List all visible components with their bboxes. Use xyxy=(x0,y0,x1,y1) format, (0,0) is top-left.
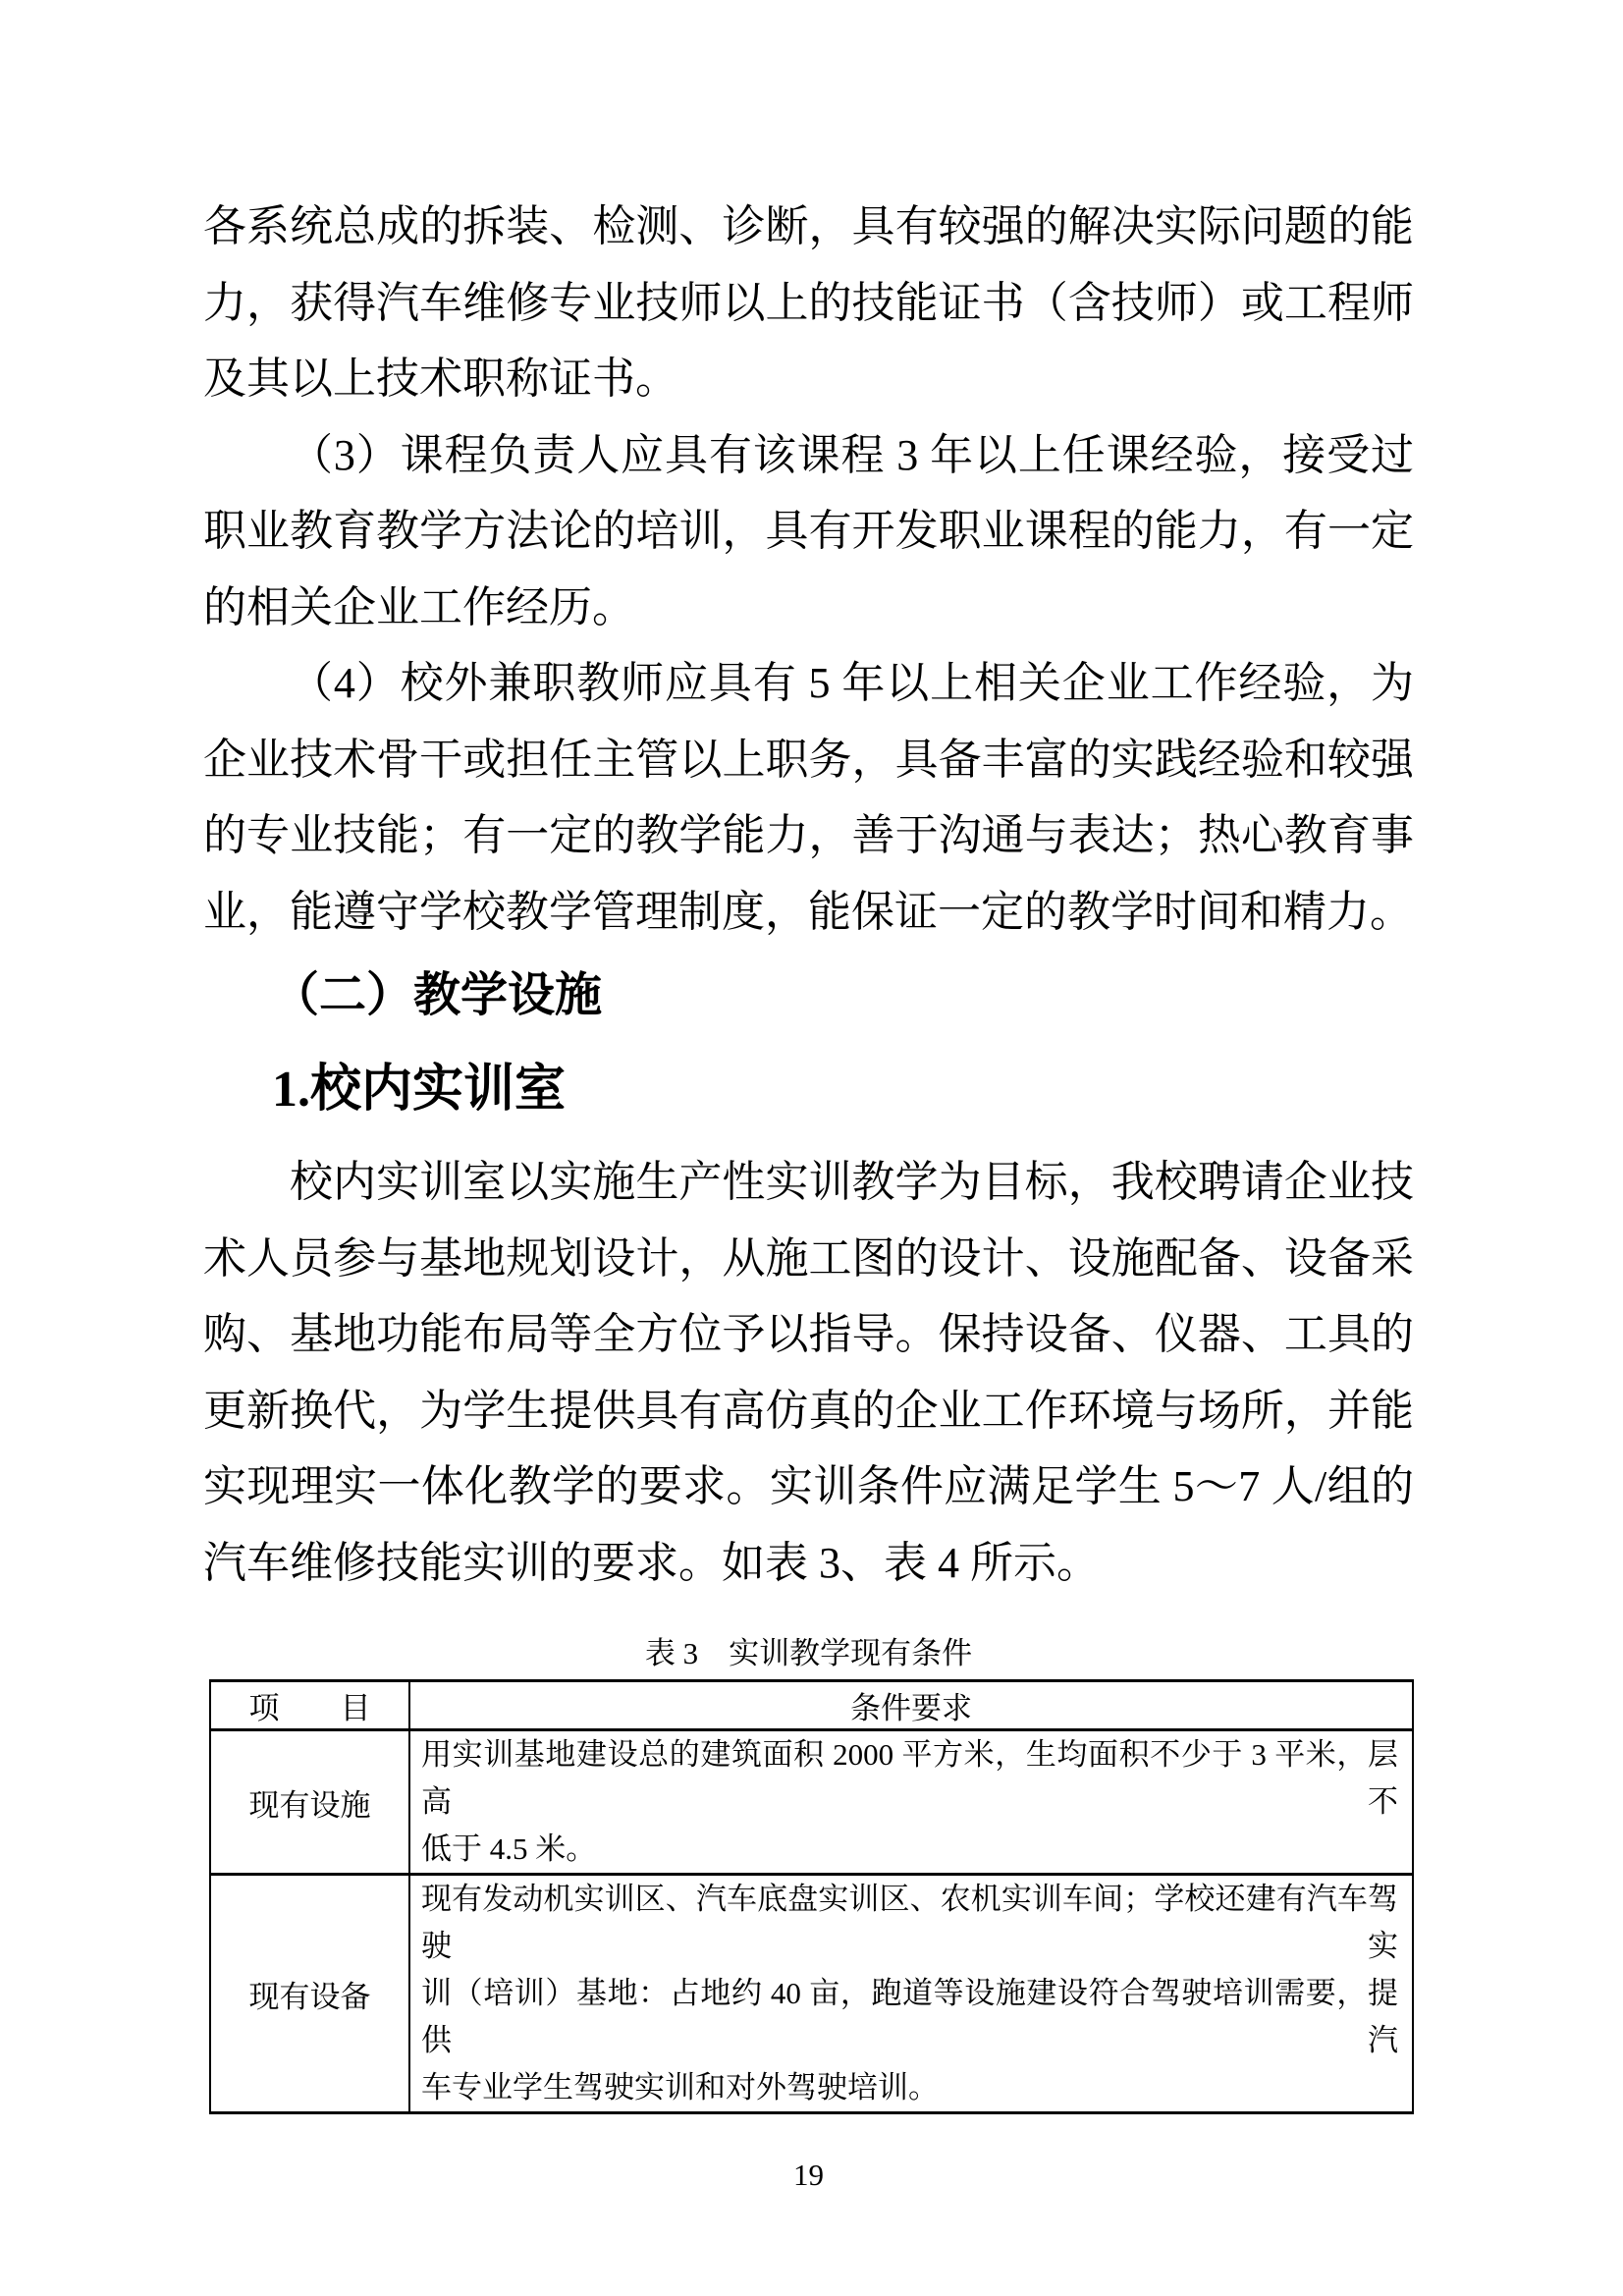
page-number: 19 xyxy=(793,2158,824,2192)
section-heading: （二）教学设施 xyxy=(272,969,603,1021)
table-row xyxy=(210,1730,1413,1875)
cell-line: 训（培训）基地：占地约 40 亩，跑道等设施建设符合驾驶培训需要，提供汽 xyxy=(421,1976,1398,2057)
body-line: 及其以上技术职称证书。 xyxy=(203,355,678,403)
conditions-table xyxy=(209,1679,1414,2114)
table-header-item: 项 目 xyxy=(210,1681,409,1730)
body-line: 职业教育教学方法论的培训，具有开发职业课程的能力，有一定 xyxy=(203,507,1414,555)
cell-line: 车专业学生驾驶实训和对外驾驶培训。 xyxy=(421,2070,939,2105)
body-line: 校内实训室以实施生产性实训教学为目标，我校聘请企业技 xyxy=(290,1158,1414,1206)
body-line: 实现理实一体化教学的要求。实训条件应满足学生 5～7 人/组的 xyxy=(203,1462,1414,1510)
body-line: 术人员参与基地规划设计，从施工图的设计、设施配备、设备采 xyxy=(203,1233,1414,1283)
row-label: 现有设备 xyxy=(210,1875,409,2113)
row-label: 现有设施 xyxy=(210,1730,409,1875)
table-caption: 表 3 实训教学现有条件 xyxy=(644,1636,973,1670)
body-line: 购、基地功能布局等全方位予以指导。保持设备、仪器、工具的 xyxy=(203,1310,1414,1358)
body-line: 各系统总成的拆装、检测、诊断，具有较强的解决实际问题的能 xyxy=(203,202,1414,250)
body-line: 的专业技能；有一定的教学能力，善于沟通与表达；热心教育事 xyxy=(203,811,1414,859)
body-line: 力，获得汽车维修专业技师以上的技能证书（含技师）或工程师 xyxy=(203,278,1414,327)
cell-line: 现有发动机实训区、汽车底盘实训区、农机实训车间；学校还建有汽车驾驶实 xyxy=(421,1882,1398,1963)
body-line: 业，能遵守学校教学管理制度，能保证一定的教学时间和精力。 xyxy=(203,887,1413,936)
row-content xyxy=(409,1875,1413,2113)
body-line: （4）校外兼职教师应具有 5 年以上相关企业工作经验，为 xyxy=(290,659,1414,707)
body-line: 更新换代，为学生提供具有高仿真的企业工作环境与场所，并能 xyxy=(203,1386,1414,1435)
sub-heading: 1.校内实训室 xyxy=(272,1062,567,1118)
body-line: 的相关企业工作经历。 xyxy=(203,582,635,631)
body-line: 汽车维修技能实训的要求。如表 3、表 4 所示。 xyxy=(203,1538,1100,1587)
cell-line: 低于 4.5 米。 xyxy=(421,1831,597,1866)
table-header-row xyxy=(210,1681,1413,1730)
table-row xyxy=(210,1875,1413,2113)
page-content xyxy=(203,0,1414,2195)
table-header-requirement: 条件要求 xyxy=(409,1681,1413,1730)
body-line: 企业技术骨干或担任主管以上职务，具备丰富的实践经验和较强 xyxy=(203,735,1414,784)
body-line: （3）课程负责人应具有该课程 3 年以上任课经验，接受过 xyxy=(290,430,1414,479)
cell-line: 用实训基地建设总的建筑面积 2000 平方米，生均面积不少于 3 平米，层高不 xyxy=(421,1737,1398,1819)
row-content xyxy=(409,1730,1413,1875)
